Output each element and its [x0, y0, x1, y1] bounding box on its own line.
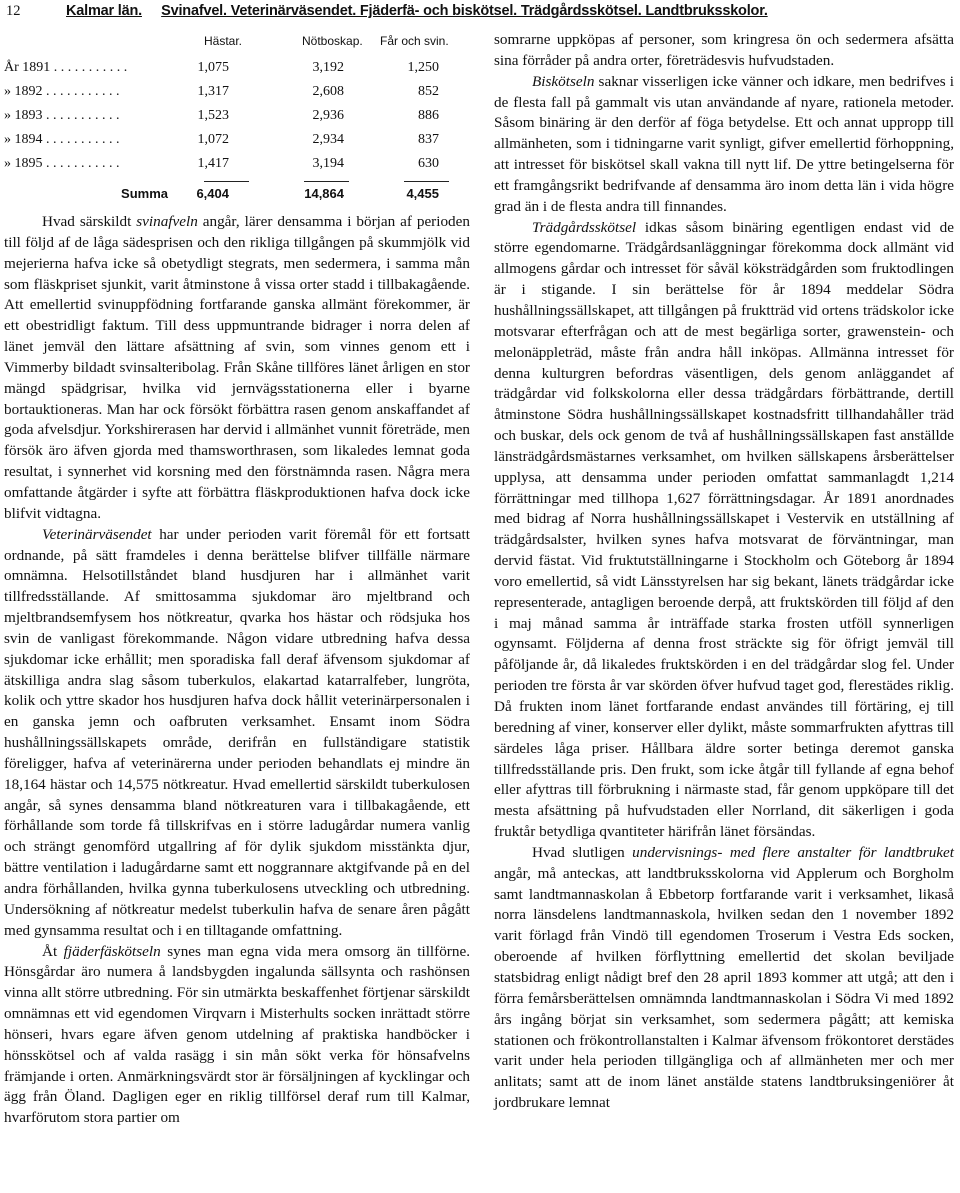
sum-cattle: 14,864	[304, 186, 344, 201]
paragraph-body: idkas såsom binäring egentligen endast vid de större egendomarne. Trädgårdsanläggningar förekomma dock allmänt vid allmogens gårdar och intresset för såväl köksträdgården som fruktodlingen är i stigande. I sin berättelse för år 1894 meddelar Södra hushållningssällskapet, att tillgången på fruktträd vid ortens trädskolor icke motsvarar efterfrågan och att de mest begärliga sorter, grawenstein- och melonäppleträd, måste från andra håll inköpas. Allmänna intresset för denna kulturgren befordras väsentligen, dels genom anläggandet af trädgårdar vid folkskolorna eller dessa trädgårdars förbättrande, dertill åtminstone Södra hushållningssällskapet kostnadsfritt tillhandahåller träd och buskar, dels ock genom de två af hushållningssällskapen fast anställde länsträdgårdsmästarnes verksamhet, om hvilken sällskapens årsberättelser upplysa, att densamma under perioden omfattat sammanlagdt 1,214 förrättningar med tillhopa 1,627 förrättningsdagar. År 1891 anordnades med bidrag af Norra hushållningssällskapet i Vestervik en utställning af trädgårdsalster, hvilken synes hafva motsvarat de förväntningar, man dervid fästat. Vid fruktutställningarne i Stockholm och Göteborg år 1894 voro emellertid, så vidt Länsstyrelsen har sig bekant, länets trädgårdar icke representerade, antagligen beroende derpå, att fruktskörden till följd af den i maj månad samma år inträffade starka frosten utföll synnerligen ogynsamt. Följderna af denna frost sträckte sig för öfrigt jemväl till påföljande år, då likaledes fruktskörden i en del trädgårdar slog fel. Under perioden tre första år var skörden öfver hufvud taget god, flerestädes riklig. Då frukten inom länet fortfarande endast användes till förtäring, ej till beredning af viner, konserver eller dylikt, måste sommarfrukten afyttras till särdeles låga priser. Hållbara äldre sorter betinga deremot ganska tillfredsställande pris. Den frukt, som icke åtgår till fyllande af egna behof eller afyttras till förbrukning i närmaste stad, får genom uppköpare till det mesta afsättning på hufvudstaden eller Norrland, dit säkerligen i goda fruktår betydliga qvantiteter härifrån länet försändas.	[494, 218, 954, 841]
paragraph-lead: somrarne uppköpas af personer, som kringresa ön och sedermera afsätta sina förråder på andra orter, företrädesvis hufvudstaden.	[494, 31, 954, 69]
paragraph	[4, 942, 470, 1130]
sum-horses: 6,404	[196, 186, 229, 201]
table-cell-sheep-pigs: 630	[418, 156, 439, 171]
left-body-text	[4, 212, 470, 1129]
paragraph	[494, 218, 954, 843]
table-year: » 1892 . . . . . . . . . . .	[4, 84, 120, 99]
table-year: » 1893 . . . . . . . . . . .	[4, 108, 120, 123]
table-cell-horses: 1,075	[197, 60, 229, 75]
paragraph	[494, 843, 954, 1114]
table-row	[4, 58, 470, 78]
table-cell-cattle: 2,934	[312, 132, 344, 147]
table-row	[4, 82, 470, 102]
paragraph-body: synes man egna vida mera omsorg än tillförne. Hönsgårdar äro numera å landsbygden ingalunda sällsynta och rashönsen vinna allt större utbredning. För sin utmärkta beskaffenhet förtjenar särskildt omnämnas ett vid egendomen Virqvarn i Misterhults socken inrättadt större hönseri, hvars egare äfven genom utdelning af praktiska handböcker i hönsskötsel och af valda rasägg i sin mån sökt verka för hönsafvelns främjande i orten. Anmärkningsvärdt stor är försäljningen af kycklingar och ägg från Öland. Dagligen eger en riklig tillförsel deraf rum till Kalmar, hvarförutom stora partier om	[4, 942, 470, 1127]
paragraph-topic: fjäderfäskötseln	[63, 942, 161, 960]
paragraph-lead: Hvad slutligen	[532, 843, 633, 861]
table-year: » 1894 . . . . . . . . . . .	[4, 132, 120, 147]
sum-rule	[304, 181, 349, 182]
paragraph-lead: Åt	[42, 942, 64, 960]
table-header-horses: Hästar.	[204, 34, 243, 48]
table-row	[4, 106, 470, 126]
paragraph-body: angår, må anteckas, att landtbruksskolorna vid Applerum och Borgholm samt landtmannaskolan å Ebbetorp fortfarande varit i verksamhet, likaså norra länsdelens landtmannaskola, hvilken sedan den 1 november 1892 varit förlagd från Vindö till egendomen Troserum i Vestra Eds socken, oberoende af hvilken förflyttning emellertid det skolan beviljade statsbidrag enligt nådigt bref den 28 april 1893 kommer att utgå; att den i förra femårsberättelsen omnämnda landtmannaskolan i Södra Vi med 1892 års ingång börjat sin verksamhet, som sedermera pågått; att kemiska stationen och frökontrollanstalten i Kalmar äfvensom frökontoret derstädes varit under hela perioden tillgängliga och af allmänheten mer och mer anlitats; samt att de inom länet anstälde statens landtbruksingeniörer åt jordbrukare lemnat	[494, 864, 954, 1112]
paragraph	[4, 525, 470, 942]
paragraph	[4, 212, 470, 525]
running-header	[6, 0, 946, 22]
header-title-region: Kalmar län.	[66, 3, 142, 19]
paragraph-body: angår, lärer densamma i början af perioden till följd af de låga sädesprisen och den rikliga tillgången på skummjölk vid mejerierna hafva icke så obetydligt stegrats, men sedermera, i samma mån som fläskpriset sjunkit, varit åtminstone å vissa orter stadd i tillbakagående. Att emellertid svinuppfödning fortfarande ganska allmänt förekommer, är ett obestridligt faktum. Till dess uppmuntrande bidrager i norra delen af länet jemväl den lättare afsättning af svin, som vinnes genom ett i Vimmerby bildadt svinsalteribolag. Från Skåne tillföres länet årligen en stor mängd spädgrisar, hvilka vid jernvägsstationerna eller i byarne bortauktioneras. Man har ock försökt förbättra rasen genom anskaffandet af goda afvelsdjur. Yorkshirerasen har dervid i allmänhet vunnit företräde, men försök äro äfven gjorda med thamsworthrasen, som likaledes lemnat goda resultat, i synnerhet vid korsning med den förstnämnda rasen. Några mera omfattande åtgärder i syfte att förbättra fläskproduktionen hafva dock icke blifvit vidtagna.	[4, 213, 470, 522]
table-row	[4, 154, 470, 174]
sum-label: Summa	[121, 186, 168, 201]
paragraph-body: saknar visserligen icke vänner och idkare, men bedrifves i de flesta fall på gammalt vis utan användande af nyare, rationela metoder. Såsom binäring är den derför af föga betydelse. Ett och annat uppropp till allmänheten, som i tidningarne varit synligt, gifver emellertid förhoppning, att intresset för biskötsel skall vakna till nytt lif. De yttre betingelserna för ett framgångsrikt bedrifvande af densamma äro inom detta län i vida högre grad än i de flesta andra till finnandes.	[494, 72, 954, 215]
table-header-cattle: Nötboskap.	[302, 34, 363, 48]
table-cell-cattle: 3,192	[312, 60, 344, 75]
table-sum-row	[4, 184, 470, 204]
paragraph-topic: undervisnings- med flere anstalter för landtbruket	[632, 843, 954, 861]
sum-sheep-pigs: 4,455	[406, 186, 439, 201]
table-year: » 1895 . . . . . . . . . . .	[4, 156, 120, 171]
paragraph-topic: Veterinärväsendet	[42, 525, 152, 543]
table-cell-horses: 1,072	[197, 132, 229, 147]
left-column	[4, 30, 470, 1129]
table-cell-sheep-pigs: 886	[418, 108, 439, 123]
paragraph	[494, 72, 954, 218]
paragraph	[494, 30, 954, 72]
table-row	[4, 130, 470, 150]
table-header-sheep-pigs: Får och svin.	[380, 34, 449, 48]
table-cell-sheep-pigs: 1,250	[407, 60, 439, 75]
table-cell-sheep-pigs: 852	[418, 84, 439, 99]
paragraph-body: har under perioden varit föremål för ett fortsatt ordnande, på sätt framdeles i denna berättelse blifver tillfälle närmare omnämna. Helsotillståndet bland husdjuren har i allmänhet varit tillfredsställande. Af smittosamma sjukdomar äro mjeltbrand och mjeltbrandsemfysem hos nötkreatur, qvarka hos hästar och rödsjuka hos svin de vanligast förekommande. Någon vidare utbredning hafva dessa sjukdomar icke erhållit; men sporadiska fall deraf äfvensom sjukdomar af ätskilliga andra slag såsom tuberkulos, elakartad katarralfeber, lungröta, kolik och yttre skador hos husdjuren hafva dock hållit veterinärpersonalen i en ganska jemn och oafbruten verksamhet. Ensamt inom Södra hushållningssällskapets område, derifrån en fullständigare statistik föreligger, hafva af veterinärerna under perioden behandlats ej mindre än 18,164 hästar och 14,575 nötkreatur. Hvad emellertid särskildt tuberkulosen angår, så synes densamma bland nötkreaturen vara i tillbakagående, ett förhållande som torde få tillskrifvas en i större ladugårdar numera vanlig och strängt genomförd utgallring af för dylik sjukdom misstänkta djur, bättre ventilation i ladugårdarne samt ett noggrannare aktgifvande på en del andra förhållanden, hvilka gynna tuberkulosens utveckling och utbredning. Undersökning af nötkreatur medelst tuberkulin hafva de senare åren pågått med gynsamma resultat och i en tilltagande omfattning.	[4, 525, 470, 939]
header-title	[66, 0, 768, 22]
right-column	[494, 30, 954, 1114]
sum-rule	[204, 181, 249, 182]
paragraph-topic: Trädgårdsskötsel	[532, 218, 637, 236]
page-number: 12	[6, 3, 21, 19]
table-cell-horses: 1,523	[197, 108, 229, 123]
table-cell-horses: 1,317	[197, 84, 229, 99]
right-body-text	[494, 30, 954, 1114]
header-title-topics: Svinafvel. Veterinärväsendet. Fjäderfä- och biskötsel. Trädgårdsskötsel. Landtbruksskolor.	[161, 3, 768, 19]
sum-rule	[404, 181, 449, 182]
paragraph-lead: Hvad särskildt	[42, 213, 137, 230]
table-cell-sheep-pigs: 837	[418, 132, 439, 147]
table-cell-cattle: 2,936	[312, 108, 344, 123]
table-cell-cattle: 2,608	[312, 84, 344, 99]
table-year: År 1891 . . . . . . . . . . .	[4, 60, 128, 75]
table-cell-horses: 1,417	[197, 156, 229, 171]
table-cell-cattle: 3,194	[312, 156, 344, 171]
livestock-table	[4, 30, 470, 201]
paragraph-topic: Biskötseln	[532, 72, 595, 90]
paragraph-topic: svinafveln	[136, 213, 198, 230]
